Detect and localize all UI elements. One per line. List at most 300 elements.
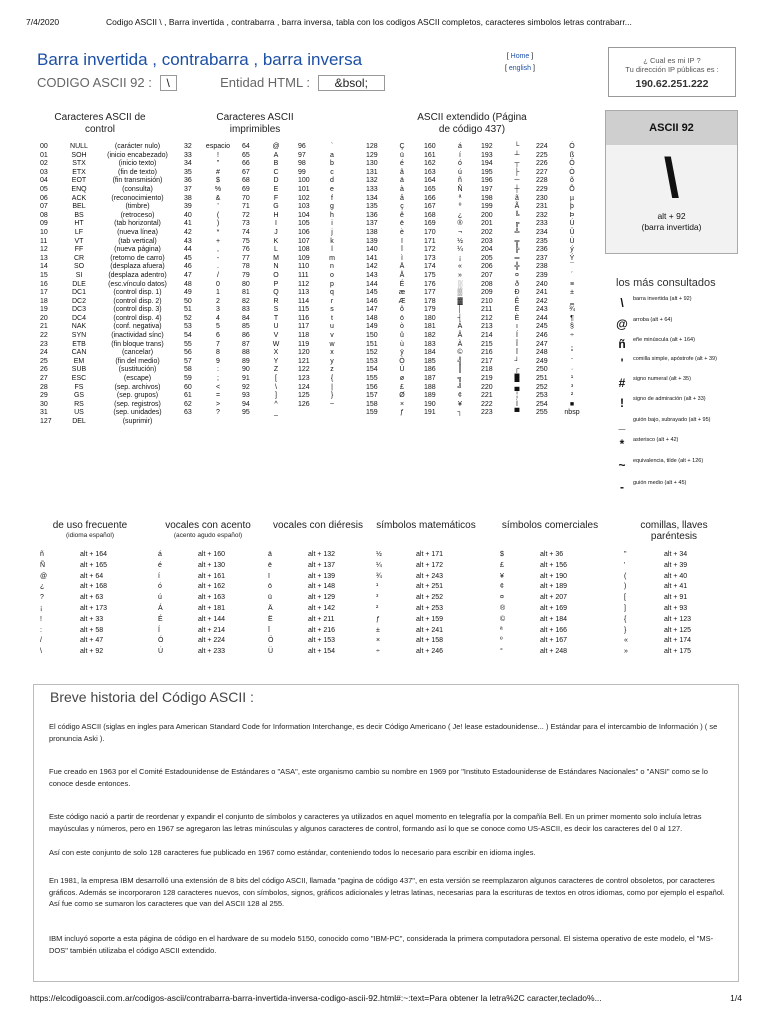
freq-char: } [624, 626, 627, 634]
extended-char-cell: Î [516, 340, 518, 348]
popular-item[interactable] [614, 396, 734, 414]
freq-alt: alt + 159 [416, 615, 444, 623]
freq-alt: alt + 189 [540, 583, 568, 591]
extended-code-cell: 179 [424, 306, 436, 314]
printable-char-cell: v [330, 332, 334, 340]
extended-char-cell: ¿ [457, 211, 463, 219]
freq-char: ¢ [500, 583, 504, 591]
extended-char-cell: è [400, 228, 404, 236]
freq-char: ¾ [376, 572, 382, 580]
printable-char-cell: C [273, 168, 279, 176]
control-name-cell: EM [73, 357, 85, 365]
printable-code-cell: 78 [242, 263, 250, 271]
freq-alt: alt + 41 [664, 583, 688, 591]
extended-code-cell: 251 [536, 375, 548, 383]
freq-alt: alt + 39 [664, 561, 688, 569]
extended-char-column [501, 143, 533, 418]
printable-char-cell: 7 [216, 340, 220, 348]
printable-char-cell: ] [275, 392, 277, 400]
extended-char-cell: ├ [514, 168, 520, 176]
freq-char: £ [500, 561, 504, 569]
control-name-cell: BEL [72, 203, 86, 211]
control-code-cell: 29 [40, 392, 48, 400]
extended-code-cell: 221 [481, 392, 493, 400]
printable-code-cell: 34 [184, 160, 192, 168]
control-desc-cell: (control disp. 1) [113, 289, 162, 297]
control-name-cell: DC4 [71, 314, 86, 322]
extended-char-cell: í [459, 151, 461, 159]
extended-code-cell: 204 [481, 246, 493, 254]
history-p1: El código ASCII (siglas en ingles para American Standard Code for Information Interchange, es decir Código Americano ( Je! lease estadounidense... ) Estándar para el intercambio de Información ) ( se pronuncia Aski ). [49, 722, 718, 743]
freq-char: ÷ [376, 648, 380, 656]
popular-item[interactable] [614, 317, 734, 335]
extended-code-cell: 182 [424, 332, 436, 340]
extended-code-cell: 210 [481, 297, 493, 305]
control-name-cell: LF [74, 228, 84, 236]
extended-code-cell: 236 [536, 246, 548, 254]
extended-code-cell: 203 [481, 237, 493, 245]
printable-char-cell: u [330, 323, 334, 331]
printable-char-cell: l [331, 246, 333, 254]
freq-alt: alt + 148 [308, 583, 336, 591]
popular-item[interactable] [614, 437, 734, 455]
printable-char-cell: A [273, 151, 279, 159]
extended-char-cell: ½ [457, 237, 463, 245]
extended-char-cell: å [400, 194, 404, 202]
extended-code-cell: 229 [536, 185, 548, 193]
control-desc-cell: (retroceso) [120, 211, 155, 219]
history-p5: En 1981, la empresa IBM desarrolló una extensión de 8 bits del código ASCII, llamada "pagina de código 437", en esta versión se reemplazaron algunos caracteres de control obsoletos, por caracteres gráficos. Además se incorporaron 128 caracteres nuevos, con símbolos, signos, gráficos adicionales y letras latinas, necesarias para la escrituras de textos en otros idiomas, como por ejemplo el español. Así fue como se sumaron los caracteres que van del ASCII 128 al 255. [49, 876, 725, 909]
freq-group-header [370, 520, 482, 531]
control-desc-cell: (control disp. 4) [113, 314, 162, 322]
extended-char-column [556, 143, 588, 418]
popular-text: guión bajo, subrayado (alt + 95) [633, 417, 711, 423]
printable-char-cell: 3 [216, 306, 220, 314]
printable-code-cell: 87 [242, 340, 250, 348]
print-url: https://elcodigoascii.com.ar/codigos-ascii/contrabarra-barra-invertida-inversa-codigo-ascii-92.html#:~:text=Para obtener la letra%2C caracter,teclado%... [30, 993, 602, 1003]
freq-group-header [618, 520, 730, 542]
freq-alt: alt + 216 [308, 626, 336, 634]
freq-alt: alt + 64 [80, 572, 104, 580]
freq-char: É [158, 615, 163, 623]
popular-item[interactable] [614, 337, 734, 355]
extended-char-cell: Ê [514, 297, 520, 305]
printable-char-cell: t [331, 314, 333, 322]
control-desc-cell: (desplaza afuera) [110, 263, 165, 271]
printable-code-cell: 102 [298, 194, 310, 202]
control-desc-cell: (retorno de carro) [110, 254, 165, 262]
extended-code-cell: 254 [536, 400, 548, 408]
extended-char-cell: ¦ [516, 392, 518, 400]
freq-group-title: símbolos matemáticos [376, 520, 476, 531]
control-desc-cell: (reconocimiento) [111, 194, 164, 202]
freq-alt: alt + 125 [664, 626, 692, 634]
popular-text: signo numeral (alt + 35) [633, 376, 691, 382]
extended-char-cell: × [399, 400, 405, 408]
printable-char-cell: J [274, 228, 278, 236]
printable-char-cell: k [330, 237, 334, 245]
popular-item[interactable] [614, 480, 734, 498]
printable-code-cell: 67 [242, 168, 250, 176]
extended-char-cell: ■ [569, 400, 575, 408]
extended-char-cell: Þ [569, 211, 575, 219]
popular-item[interactable] [614, 296, 734, 314]
control-code-cell: 15 [40, 271, 48, 279]
control-desc-cell: (control disp. 3) [113, 306, 162, 314]
printable-code-cell: 42 [184, 228, 192, 236]
control-code-cell: 10 [40, 228, 48, 236]
printable-code-cell: 55 [184, 340, 192, 348]
freq-char: ö [268, 583, 272, 591]
printable-char-cell: O [273, 271, 279, 279]
extended-code-cell: 255 [536, 409, 548, 417]
extended-char-cell: ú [458, 168, 462, 176]
printable-char-cell: ? [216, 409, 220, 417]
extended-code-cell: 176 [424, 280, 436, 288]
extended-char-cell: ‗ [570, 297, 574, 305]
printable-char-column [201, 143, 235, 418]
extended-code-cell: 170 [424, 228, 436, 236]
control-code-cell: 17 [40, 289, 48, 297]
printable-char-cell: " [216, 160, 220, 168]
printable-code-cell: 96 [298, 143, 306, 150]
section-printable: Caracteres ASCII imprimibles [216, 112, 294, 135]
extended-char-cell: ª [458, 194, 462, 202]
printable-code-cell: 59 [184, 375, 192, 383]
control-name-cell: BS [74, 211, 84, 219]
freq-alt: alt + 164 [80, 551, 108, 558]
extended-char-cell: Å [399, 271, 405, 279]
extended-code-cell: 220 [481, 383, 493, 391]
extended-char-cell: ─ [514, 177, 520, 185]
extended-char-cell: õ [570, 177, 574, 185]
printable-code-column [242, 143, 258, 418]
extended-code-cell: 240 [536, 280, 548, 288]
extended-code-cell: 168 [424, 211, 436, 219]
extended-char-cell: · [570, 366, 574, 374]
printable-code-cell: 39 [184, 203, 192, 211]
extended-char-cell: ┴ [514, 151, 520, 159]
printable-code-cell: 85 [242, 323, 250, 331]
popular-glyph: ~ [618, 458, 626, 472]
extended-code-cell: 180 [424, 314, 436, 322]
control-code-cell: 27 [40, 375, 48, 383]
freq-alt: alt + 123 [664, 615, 692, 623]
ip-box [608, 47, 736, 97]
extended-code-cell: 250 [536, 366, 548, 374]
popular-text: barra invertida (alt + 92) [633, 296, 692, 302]
extended-char-cell: Ý [569, 254, 575, 262]
printable-char-cell: N [273, 263, 279, 271]
extended-code-cell: 141 [366, 254, 378, 262]
freq-alt: alt + 174 [664, 637, 692, 645]
freq-char: ½ [376, 551, 382, 558]
popular-item[interactable] [614, 356, 734, 374]
popular-item[interactable] [614, 417, 734, 435]
printable-char-cell: g [330, 203, 334, 211]
freq-group-header [262, 520, 374, 531]
printable-code-cell: 38 [184, 194, 192, 202]
printable-code-cell: 114 [298, 297, 310, 305]
extended-code-cell: 134 [366, 194, 378, 202]
popular-text: eñe minúscula (alt + 164) [633, 337, 695, 343]
freq-alt: alt + 175 [664, 648, 692, 656]
printable-char-cell: } [330, 392, 334, 400]
freq-alt: alt + 91 [664, 594, 688, 602]
freq-char: Ó [158, 637, 164, 645]
extended-code-cell: 206 [481, 263, 493, 271]
extended-code-cell: 237 [536, 254, 548, 262]
control-desc-cell: (inicio encabezado) [107, 151, 168, 159]
popular-glyph: ñ [618, 337, 626, 351]
home-link[interactable]: Home [510, 53, 530, 60]
extended-char-cell: ƒ [400, 409, 404, 417]
control-name-cell: DEL [72, 418, 86, 425]
printable-char-cell: L [274, 246, 278, 254]
extended-char-cell: § [570, 323, 574, 331]
freq-alt: alt + 214 [198, 626, 226, 634]
freq-char: " [624, 551, 627, 558]
printable-code-cell: 57 [184, 357, 192, 365]
printable-char-cell: 5 [216, 323, 220, 331]
control-code-cell: 11 [40, 237, 48, 245]
extended-char-cell: É [399, 280, 405, 288]
printable-code-cell: 122 [298, 366, 310, 374]
extended-char-cell: ÿ [400, 349, 404, 357]
printable-char-cell: | [331, 383, 333, 391]
freq-group-title: símbolos comerciales [501, 520, 599, 531]
printable-code-cell: 92 [242, 383, 250, 391]
popular-item[interactable] [614, 458, 734, 476]
extended-char-cell: └ [514, 143, 520, 150]
extended-code-cell: 163 [424, 168, 436, 176]
control-code-cell: 20 [40, 314, 48, 322]
extended-char-cell: ▀ [514, 409, 520, 417]
control-name-cell: SUB [71, 366, 87, 374]
freq-alt-column [198, 550, 246, 658]
printable-char-cell: 6 [216, 332, 220, 340]
extended-char-cell: Ì [516, 400, 518, 408]
printable-code-cell: 118 [298, 332, 310, 340]
extended-char-cell: ¹ [570, 375, 574, 383]
printable-char-cell: % [214, 185, 222, 193]
printable-char-cell: r [330, 297, 334, 305]
printable-char-cell: ` [330, 143, 334, 150]
extended-code-cell: 238 [536, 263, 548, 271]
freq-char: ó [158, 583, 162, 591]
printable-code-cell: 64 [242, 143, 250, 150]
printable-char-cell: F [273, 194, 279, 202]
control-desc-cell: (inactividad sínc) [111, 332, 164, 340]
printable-code-cell: 43 [184, 237, 192, 245]
extended-code-cell: 242 [536, 297, 548, 305]
extended-code-cell: 196 [481, 177, 493, 185]
freq-char: $ [500, 551, 504, 558]
extended-char-cell: ² [570, 392, 574, 400]
extended-code-cell: 140 [366, 246, 378, 254]
printable-char-cell: n [330, 263, 334, 271]
extended-code-cell: 191 [424, 409, 436, 417]
extended-char-cell: ù [400, 340, 404, 348]
extended-code-cell: 138 [366, 228, 378, 236]
printable-char-cell: m [329, 254, 335, 262]
printable-char-cell: ( [216, 211, 220, 219]
control-desc-column [95, 143, 180, 427]
popular-item[interactable] [614, 376, 734, 394]
printable-char-cell: c [330, 168, 334, 176]
extended-code-cell: 244 [536, 314, 548, 322]
extended-char-cell: │ [457, 306, 463, 314]
extended-code-cell: 178 [424, 297, 436, 305]
printable-code-cell: 76 [242, 246, 250, 254]
extended-code-cell: 145 [366, 289, 378, 297]
extended-char-cell: ╔ [514, 220, 520, 228]
extended-code-cell: 135 [366, 203, 378, 211]
extended-code-cell: 233 [536, 220, 548, 228]
freq-alt: alt + 36 [540, 551, 564, 558]
popular-text: signo de admiración (alt + 33) [633, 396, 706, 402]
printable-char-cell: @ [272, 143, 280, 150]
freq-alt: alt + 144 [198, 615, 226, 623]
freq-group-header [34, 520, 146, 540]
printable-char-cell: H [273, 211, 279, 219]
extended-char-cell: nbsp [564, 409, 580, 417]
printable-code-cell: 123 [298, 375, 310, 383]
extended-char-cell: ¸ [570, 340, 574, 348]
history-title: Breve historia del Código ASCII : [50, 689, 254, 705]
extended-char-cell: ³ [570, 383, 574, 391]
extended-char-cell: ü [400, 151, 404, 159]
extended-char-column [386, 143, 418, 418]
popular-title: los más consultados [616, 277, 716, 289]
control-desc-cell: (cancelar) [121, 349, 154, 357]
freq-alt-column [80, 550, 128, 658]
control-code-cell: 127 [40, 418, 52, 425]
english-link[interactable]: english [508, 65, 532, 72]
extended-code-cell: 243 [536, 306, 548, 314]
control-code-cell: 13 [40, 254, 48, 262]
printable-char-cell: z [330, 366, 334, 374]
control-code-cell: 04 [40, 177, 48, 185]
extended-code-cell: 199 [481, 203, 493, 211]
extended-code-cell: 241 [536, 289, 548, 297]
printable-code-cell: 37 [184, 185, 192, 193]
freq-alt: alt + 163 [198, 594, 226, 602]
freq-alt: alt + 211 [308, 615, 335, 623]
popular-text: arroba (alt + 64) [633, 317, 673, 323]
printable-char-cell: = [215, 392, 221, 400]
ascii-box-glyph: \ [663, 146, 680, 209]
extended-code-cell: 224 [536, 143, 548, 150]
extended-char-cell: á [458, 143, 462, 150]
extended-char-cell: ║ [457, 366, 463, 374]
extended-code-cell: 171 [424, 237, 436, 245]
printable-code-column [298, 143, 314, 409]
popular-text: guión medio (alt + 45) [633, 480, 687, 486]
printable-char-cell: P [273, 280, 279, 288]
extended-char-cell: ó [458, 160, 462, 168]
extended-code-cell: 173 [424, 254, 436, 262]
extended-char-cell: ¤ [515, 271, 519, 279]
control-code-cell: 31 [40, 409, 48, 417]
freq-char: ° [500, 648, 503, 656]
freq-char: ] [624, 604, 626, 612]
extended-code-cell: 188 [424, 383, 436, 391]
printable-code-cell: 126 [298, 400, 310, 408]
printable-char-cell: ^ [274, 400, 278, 408]
freq-char: º [500, 637, 503, 645]
extended-code-cell: 211 [481, 306, 493, 314]
freq-group-header [494, 520, 606, 531]
printable-char-cell: < [215, 383, 221, 391]
printable-code-cell: 97 [298, 151, 306, 159]
freq-alt: alt + 169 [540, 604, 568, 612]
control-desc-cell: (fin transmisión) [112, 177, 163, 185]
printable-char-cell: . [217, 263, 219, 271]
printable-char-cell: ) [216, 220, 220, 228]
extended-char-cell: ý [570, 246, 574, 254]
control-code-cell: 09 [40, 220, 48, 228]
extended-code-cell: 169 [424, 220, 436, 228]
history-box [33, 684, 739, 982]
printable-code-cell: 60 [184, 383, 192, 391]
extended-char-cell: ┬ [514, 160, 520, 168]
extended-char-cell: ╠ [514, 246, 520, 254]
printable-char-cell: E [273, 185, 279, 193]
printable-code-cell: 52 [184, 314, 192, 322]
printable-code-cell: 125 [298, 392, 310, 400]
control-desc-cell: (suprimir) [122, 418, 153, 425]
control-name-cell: ACK [71, 194, 87, 202]
printable-code-cell: 70 [242, 194, 250, 202]
extended-char-cell: ı [516, 323, 518, 331]
section-extended: ASCII extendido (Página de código 437) [417, 112, 527, 135]
freq-alt: alt + 92 [80, 648, 104, 656]
control-name-cell: ETX [72, 168, 86, 176]
extended-code-cell: 253 [536, 392, 548, 400]
printable-char-cell: T [273, 314, 279, 322]
extended-code-cell: 132 [366, 177, 378, 185]
control-code-cell: 24 [40, 349, 48, 357]
extended-code-cell: 160 [424, 143, 436, 150]
freq-char: ¿ [40, 583, 45, 591]
entity-value[interactable]: &bsol; [318, 75, 385, 91]
extended-code-cell: 252 [536, 383, 548, 391]
control-name-cell: EOT [71, 177, 87, 185]
extended-char-cell: ╝ [457, 383, 463, 391]
printable-char-cell: 2 [216, 297, 220, 305]
ascii-box-title: ASCII 92 [606, 111, 737, 145]
extended-char-cell: Æ [398, 297, 406, 305]
printable-char-cell: , [217, 246, 219, 254]
printable-code-cell: 72 [242, 211, 250, 219]
control-desc-cell: (timbre) [125, 203, 150, 211]
freq-char: ² [376, 604, 379, 612]
printable-code-cell: 61 [184, 392, 192, 400]
control-desc-cell: (sustitución) [118, 366, 157, 374]
control-name-cell: SI [75, 271, 83, 279]
control-code-cell: 07 [40, 203, 48, 211]
code-value[interactable]: \ [160, 75, 177, 91]
printable-char-cell: p [330, 280, 334, 288]
printable-char-cell: G [273, 203, 279, 211]
extended-char-cell: µ [569, 194, 575, 202]
extended-code-cell: 247 [536, 340, 548, 348]
extended-char-cell: Ä [399, 263, 405, 271]
printable-code-cell: 65 [242, 151, 250, 159]
printable-code-cell: 98 [298, 160, 306, 168]
extended-code-cell: 216 [481, 349, 493, 357]
